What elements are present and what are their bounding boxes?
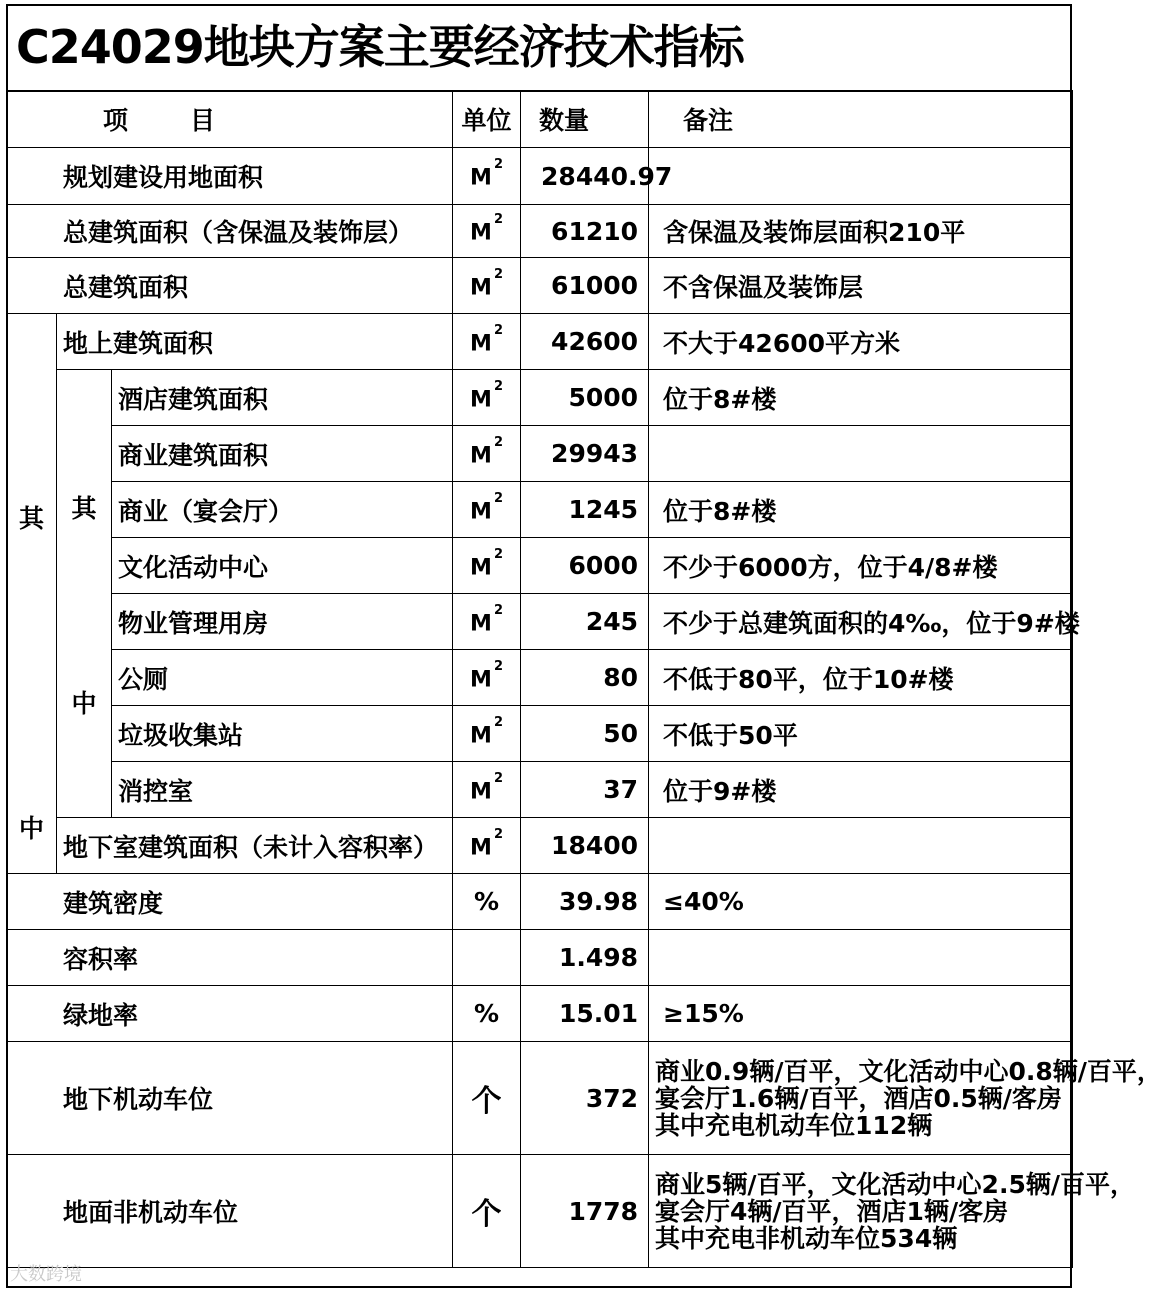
row-note [649,426,1073,482]
row-label: 商业建筑面积 [112,426,453,482]
side-label-sub-zhong: 中 [71,688,97,718]
note-line: 商业5辆/百平，文化活动中心2.5辆/百平， [655,1169,1135,1199]
unit-m2: $M^2$ [453,594,521,650]
unit-count: 个 [453,1042,521,1155]
table-row [7,258,1073,314]
row-qty: 50 [521,706,649,762]
row-qty: 245 [521,594,649,650]
row-qty: 28440.97 [521,148,649,205]
unit-m2: $M^2$ [453,818,521,874]
unit-m2: $M^2$ [453,426,521,482]
row-note [649,1155,1135,1268]
table-row [7,314,1073,370]
header-qty: 数量 [521,91,649,148]
row-label: 规划建设用地面积 [7,148,453,205]
row-label: 总建筑面积（含保温及装饰层） [7,205,453,258]
note-line: 其中充电非机动车位534辆 [655,1223,958,1253]
row-qty: 37 [521,762,649,818]
row-qty: 1778 [521,1155,649,1268]
note-line: 商业0.9辆/百平，文化活动中心0.8辆/百平， [655,1056,1162,1086]
table-row [7,594,1073,650]
page-title: C24029地块方案主要经济技术指标 [6,4,1072,92]
row-qty: 6000 [521,538,649,594]
side-label-sub-qi: 其 [71,493,97,523]
table-row [7,205,1073,258]
row-qty: 29943 [521,426,649,482]
unit-m2: $M^2$ [453,205,521,258]
unit-percent: % [453,986,521,1042]
unit-m2: $M^2$ [453,482,521,538]
row-label: 容积率 [7,930,453,986]
header-unit: 单位 [453,91,521,148]
row-note [649,1042,1162,1155]
row-label: 地上建筑面积 [57,314,453,370]
row-note: 不少于总建筑面积的4‰，位于9#楼 [649,594,1073,650]
table-header-row [7,91,1073,148]
side-label-zhong: 中 [18,813,44,843]
row-label: 建筑密度 [7,874,453,930]
table-row [7,426,1073,482]
side-label-sub-qizhong [57,370,112,818]
row-label: 地下室建筑面积（未计入容积率） [57,818,453,874]
row-qty: 5000 [521,370,649,426]
side-label-qi: 其 [18,503,44,533]
row-note: 不少于6000方，位于4/8#楼 [649,538,1073,594]
row-label: 消控室 [112,762,453,818]
table-row [7,148,1073,205]
row-qty: 61210 [521,205,649,258]
unit-m2: $M^2$ [453,706,521,762]
header-item: 项目 [7,91,453,148]
row-qty: 1245 [521,482,649,538]
table-row [7,538,1073,594]
unit-empty [453,930,521,986]
unit-m2: $M^2$ [453,148,521,205]
row-label: 地面非机动车位 [7,1155,453,1268]
indicator-table [6,90,1162,1268]
row-label: 酒店建筑面积 [112,370,453,426]
row-qty: 39.98 [521,874,649,930]
side-label-qizhong [7,314,57,874]
table-row [7,930,1073,986]
row-note: 位于8#楼 [649,370,1073,426]
note-line: 其中充电机动车位112辆 [655,1110,933,1140]
row-qty: 18400 [521,818,649,874]
row-label: 总建筑面积 [7,258,453,314]
note-line: 宴会厅4辆/百平，酒店1辆/客房 [655,1196,1009,1226]
table-row [7,1042,1073,1155]
table-row [7,1155,1073,1268]
row-qty: 372 [521,1042,649,1155]
row-note: 含保温及装饰层面积210平 [649,205,1073,258]
note-line: 宴会厅1.6辆/百平，酒店0.5辆/客房 [655,1083,1062,1113]
row-label: 商业（宴会厅） [112,482,453,538]
row-note: ≥15% [649,986,1073,1042]
row-label: 绿地率 [7,986,453,1042]
table-row [7,874,1073,930]
row-note: 不含保温及装饰层 [649,258,1073,314]
unit-count: 个 [453,1155,521,1268]
unit-m2: $M^2$ [453,650,521,706]
unit-m2: $M^2$ [453,258,521,314]
row-label: 文化活动中心 [112,538,453,594]
watermark: 大数跨境 [10,1264,82,1285]
unit-m2: $M^2$ [453,314,521,370]
row-qty: 15.01 [521,986,649,1042]
header-note: 备注 [649,91,1073,148]
row-qty: 80 [521,650,649,706]
row-note: 不大于42600平方米 [649,314,1073,370]
table-row [7,986,1073,1042]
row-note: 位于8#楼 [649,482,1073,538]
table-row [7,482,1073,538]
row-note [649,930,1073,986]
row-note [649,148,1073,205]
table-row [7,370,1073,426]
row-label: 垃圾收集站 [112,706,453,762]
row-qty: 1.498 [521,930,649,986]
table-row [7,706,1073,762]
row-label: 地下机动车位 [7,1042,453,1155]
row-qty: 42600 [521,314,649,370]
unit-m2: $M^2$ [453,538,521,594]
row-note: 位于9#楼 [649,762,1073,818]
row-note: 不低于80平，位于10#楼 [649,650,1073,706]
unit-m2: $M^2$ [453,370,521,426]
row-label: 物业管理用房 [112,594,453,650]
row-note: 不低于50平 [649,706,1073,762]
table-row [7,650,1073,706]
row-qty: 61000 [521,258,649,314]
unit-percent: % [453,874,521,930]
table-row [7,818,1073,874]
row-note [649,818,1073,874]
unit-m2: $M^2$ [453,762,521,818]
table-row [7,762,1073,818]
row-note: ≤40% [649,874,1073,930]
row-label: 公厕 [112,650,453,706]
